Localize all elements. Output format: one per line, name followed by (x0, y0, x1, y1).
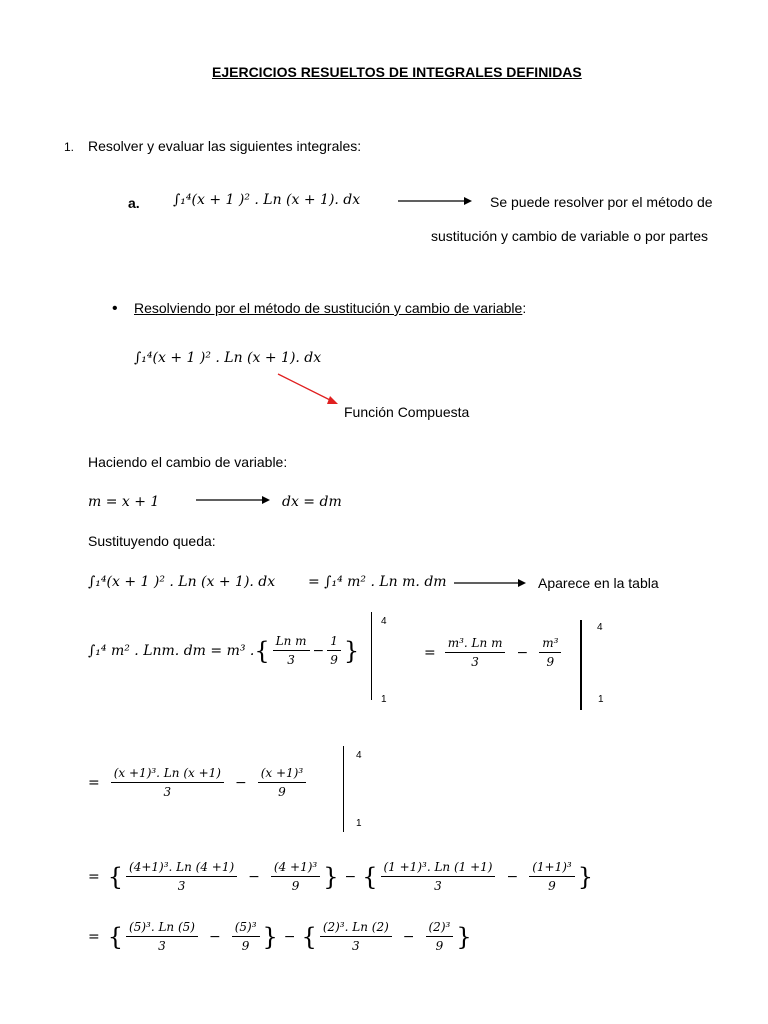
close-brace: } (456, 922, 472, 951)
right-arrow-icon (454, 578, 526, 588)
open-brace: { (107, 862, 124, 891)
fraction-denominator: 9 (278, 785, 286, 799)
fraction (271, 860, 320, 893)
fraction-numerator: Ln m (273, 634, 310, 651)
evaluation-bar (343, 746, 344, 832)
step-1-left: ∫₁⁴ m² . Lnm. dm = m³ . (88, 642, 255, 659)
minus-sign: − (402, 928, 415, 945)
fraction-denominator: 9 (291, 879, 300, 893)
fraction (529, 860, 575, 893)
fraction-numerator: (x +1)³ (258, 766, 306, 783)
fraction-denominator: 3 (177, 879, 186, 893)
fraction-numerator: (2)³ (426, 920, 454, 937)
fraction-denominator: 9 (435, 939, 444, 953)
evaluation-bar (580, 620, 582, 710)
fraction-numerator: (4 +1)³ (271, 860, 320, 877)
fraction (381, 860, 496, 893)
fraction-denominator: 9 (546, 655, 555, 669)
upper-limit: 4 (597, 622, 603, 633)
fraction (258, 766, 306, 799)
fraction-denominator: 9 (241, 939, 250, 953)
minus-sign: − (208, 928, 221, 945)
bullet-icon: • (112, 300, 118, 317)
red-arrow-icon (278, 374, 340, 406)
sub-label-a: a. (128, 195, 140, 211)
bullet-line (134, 300, 526, 316)
note-line-1: Se puede resolver por el método de (490, 194, 713, 210)
bullet-colon: : (522, 300, 527, 316)
bullet-text: Resolviendo por el método de sustitución y cambio de variable (134, 300, 523, 316)
item-number: 1. (64, 140, 75, 154)
fraction-numerator: (4+1)³. Ln (4 +1) (126, 860, 237, 877)
fraction-numerator: (5)³. Ln (5) (126, 920, 198, 937)
fraction (539, 636, 561, 669)
open-brace: { (107, 922, 124, 951)
fraction (126, 920, 198, 953)
fraction-numerator: m³. Ln m (445, 636, 506, 653)
fraction-numerator: 1 (327, 634, 341, 651)
minus-sign: − (283, 928, 296, 945)
equals-sign: = (424, 644, 436, 661)
fraction-numerator: (2)³. Ln (2) (320, 920, 392, 937)
fraction-numerator: (x +1)³. Ln (x +1) (111, 766, 224, 783)
fraction (426, 920, 454, 953)
fraction (327, 634, 341, 667)
sustituyendo-label: Sustituyendo queda: (88, 533, 216, 549)
evaluation-bar (371, 612, 372, 700)
integral-a: ∫₁⁴(x + 1 )² . Ln (x + 1). dx (173, 192, 361, 208)
document-title: EJERCICIOS RESUELTOS DE INTEGRALES DEFINIDAS (212, 64, 582, 80)
fraction-denominator: 3 (471, 655, 479, 669)
note-line-2: sustitución y cambio de variable o por partes (431, 228, 709, 244)
minus-sign: − (234, 774, 247, 791)
equals-sign: = (88, 868, 100, 885)
step-1-result (424, 636, 564, 669)
fraction (320, 920, 392, 953)
substitution-eq-right: = ∫₁⁴ m² . Ln m. dm (308, 574, 447, 590)
cambio-label: Haciendo el cambio de variable: (88, 454, 288, 470)
compuesta-label: Función Compuesta (344, 404, 470, 420)
fraction-numerator: (1 +1)³. Ln (1 +1) (381, 860, 496, 877)
step-4 (88, 920, 472, 953)
lower-limit: 1 (598, 694, 604, 705)
step-3 (88, 860, 593, 893)
fraction-denominator: 9 (548, 879, 556, 893)
fraction (273, 634, 310, 667)
step-1 (88, 634, 359, 667)
fraction (232, 920, 260, 953)
lower-limit: 1 (356, 818, 362, 829)
close-brace: } (262, 922, 278, 951)
minus-sign: − (516, 644, 529, 661)
substitution-right: dx = dm (282, 494, 342, 510)
fraction-denominator: 3 (434, 879, 442, 893)
close-brace: } (577, 862, 593, 891)
lower-limit: 1 (381, 694, 387, 705)
item-text: Resolver y evaluar las siguientes integrales: (88, 138, 362, 154)
close-brace: } (343, 636, 360, 665)
fraction-denominator: 9 (330, 653, 338, 667)
open-brace: { (254, 636, 270, 665)
minus-sign: − (312, 642, 325, 659)
substitution-left: m = x + 1 (88, 494, 160, 510)
fraction (126, 860, 237, 893)
minus-sign: − (506, 868, 519, 885)
equals-sign: = (88, 774, 100, 791)
fraction (111, 766, 224, 799)
close-brace: } (323, 862, 339, 891)
fraction-numerator: (5)³ (232, 920, 260, 937)
open-brace: { (362, 862, 378, 891)
fraction-numerator: (1+1)³ (529, 860, 575, 877)
right-arrow-icon (398, 196, 472, 206)
fraction-numerator: m³ (539, 636, 561, 653)
upper-limit: 4 (381, 616, 387, 627)
minus-sign: − (248, 868, 260, 885)
minus-sign: − (344, 868, 357, 885)
step-2 (88, 766, 309, 799)
equals-sign: = (88, 928, 100, 945)
fraction-denominator: 3 (351, 939, 360, 953)
right-arrow-icon (196, 495, 270, 505)
fraction (445, 636, 506, 669)
fraction-denominator: 3 (287, 653, 295, 667)
open-brace: { (301, 922, 317, 951)
tabla-label: Aparece en la tabla (538, 575, 659, 591)
fraction-denominator: 3 (158, 939, 166, 953)
substitution-eq-left: ∫₁⁴(x + 1 )² . Ln (x + 1). dx (88, 574, 276, 590)
upper-limit: 4 (356, 750, 362, 761)
integral-repeat: ∫₁⁴(x + 1 )² . Ln (x + 1). dx (134, 350, 322, 366)
fraction-denominator: 3 (163, 785, 172, 799)
